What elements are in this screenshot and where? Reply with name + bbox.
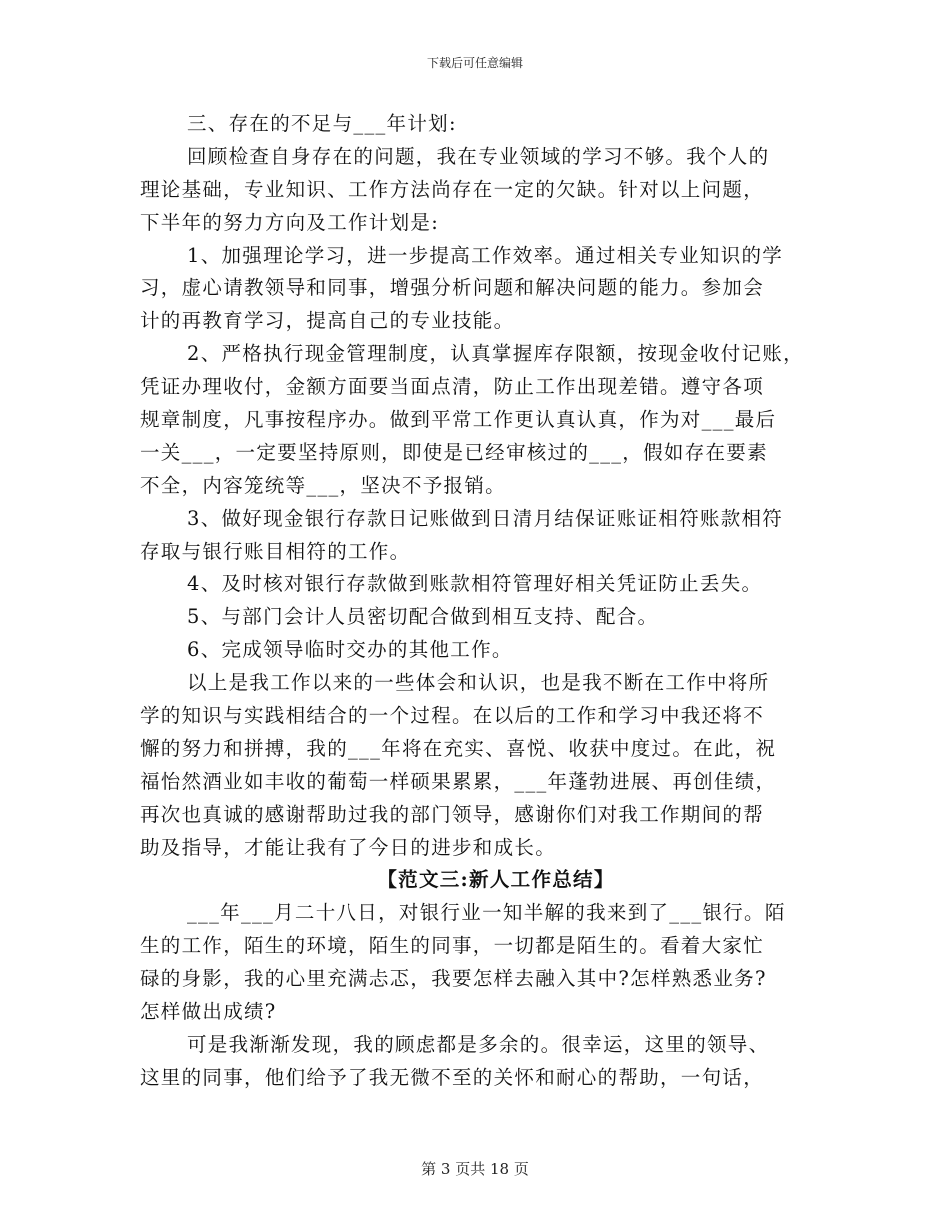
list-item-line: 3、做好现金银行存款日记账做到日清月结保证账证相符账款相符 bbox=[187, 506, 784, 530]
paragraph-line: 福怡然酒业如丰收的葡萄一样硕果累累，___年蓬勃进展、再创佳绩， bbox=[140, 769, 777, 793]
page-footer: 第 3 页共 18 页 bbox=[421, 1160, 529, 1178]
list-item-line: 5、与部门会计人员密切配合做到相互支持、配合。 bbox=[187, 605, 659, 629]
paragraph-line: 计的再教育学习，提高自己的专业技能。 bbox=[140, 309, 515, 333]
paragraph-line: 凭证办理收付，金额方面要当面点清，防止工作出现差错。遵守各项 bbox=[140, 375, 765, 399]
paragraph-line: 碌的身影，我的心里充满忐忑，我要怎样去融入其中?怎样熟悉业务? bbox=[140, 967, 767, 991]
paragraph-line: 懈的努力和拼搏，我的___年将在充实、喜悦、收获中度过。在此，祝 bbox=[140, 736, 777, 760]
paragraph-line: 再次也真诚的感谢帮助过我的部门领导，感谢你们对我工作期间的帮 bbox=[140, 802, 765, 826]
paragraph-line: 可是我渐渐发现，我的顾虑都是多余的。很幸运，这里的领导、 bbox=[187, 1032, 770, 1056]
paragraph-line: 以上是我工作以来的一些体会和认识，也是我不断在工作中将所 bbox=[187, 671, 770, 695]
paragraph-line: 怎样做出成绩? bbox=[140, 1000, 277, 1024]
paragraph-line: 生的工作，陌生的环境，陌生的同事，一切都是陌生的。看着大家忙 bbox=[140, 934, 765, 958]
list-item-line: 4、及时核对银行存款做到账款相符管理好相关凭证防止丢失。 bbox=[187, 572, 763, 596]
paragraph-line: ___年___月二十八日，对银行业一知半解的我来到了___银行。陌 bbox=[187, 901, 786, 925]
paragraph-line: 理论基础，专业知识、工作方法尚存在一定的欠缺。针对以上问题， bbox=[140, 177, 765, 201]
paragraph-line: 规章制度，凡事按程序办。做到平常工作更认真认真，作为对___最后 bbox=[140, 408, 777, 432]
section-title: 【范文三:新人工作总结】 bbox=[377, 868, 615, 892]
paragraph-line: 存取与银行账目相符的工作。 bbox=[140, 539, 411, 563]
list-item-line: 6、完成领导临时交办的其他工作。 bbox=[187, 638, 513, 662]
section-heading: 三、存在的不足与___年计划: bbox=[187, 112, 457, 135]
paragraph-line: 一关___，一定要坚持原则，即使是已经审核过的___，假如存在要素 bbox=[140, 440, 768, 464]
paragraph-line: 习，虚心请教领导和同事，增强分析问题和解决问题的能力。参加会 bbox=[140, 276, 765, 300]
paragraph-line: 学的知识与实践相结合的一个过程。在以后的工作和学习中我还将不 bbox=[140, 704, 765, 728]
page-header: 下载后可任意编辑 bbox=[426, 56, 523, 70]
list-item-line: 2、严格执行现金管理制度，认真掌握库存限额，按现金收付记账， bbox=[187, 342, 804, 366]
paragraph-line: 助及指导，才能让我有了今日的进步和成长。 bbox=[140, 835, 557, 859]
paragraph-line: 不全，内容笼统等___，坚决不予报销。 bbox=[140, 473, 506, 497]
paragraph-line: 这里的同事，他们给予了我无微不至的关怀和耐心的帮助，一句话， bbox=[140, 1065, 765, 1089]
list-item-line: 1、加强理论学习，进一步提高工作效率。通过相关专业知识的学 bbox=[187, 243, 784, 267]
document-body bbox=[140, 108, 812, 1095]
paragraph-line: 回顾检查自身存在的问题，我在专业领域的学习不够。我个人的 bbox=[187, 144, 770, 168]
paragraph-line: 下半年的努力方向及工作计划是: bbox=[140, 210, 440, 234]
